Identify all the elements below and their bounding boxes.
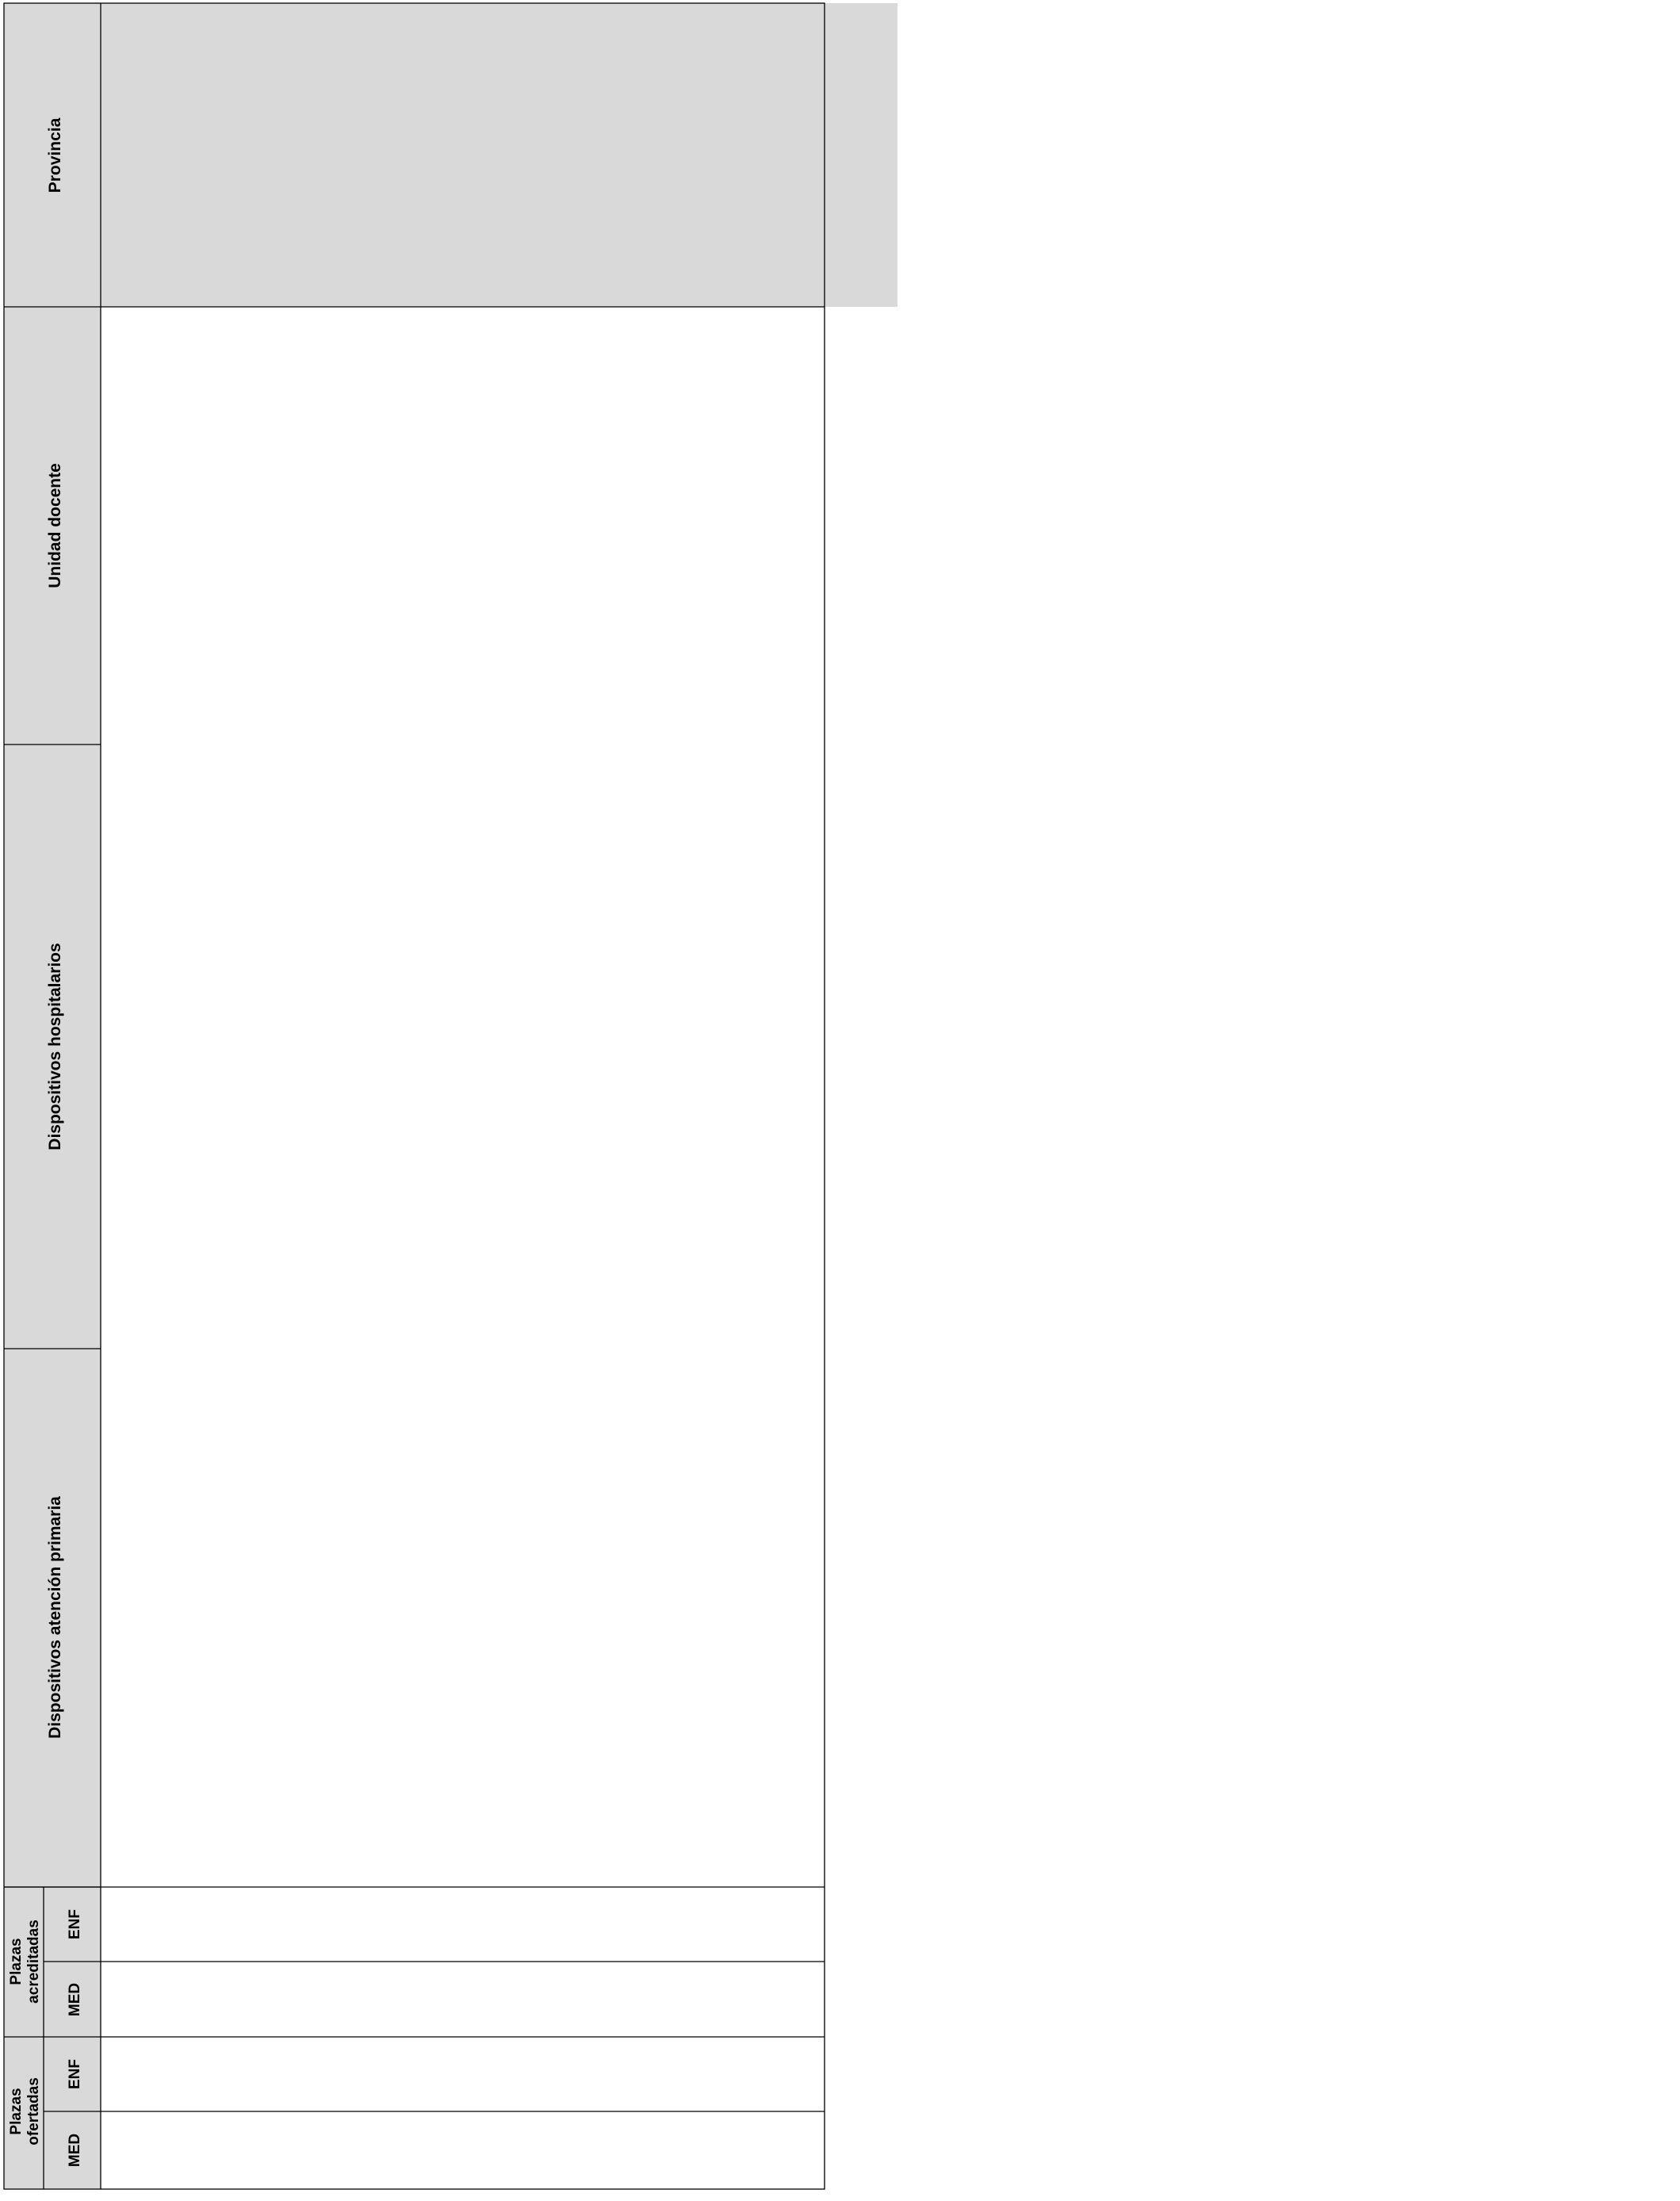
t1-header-enf-acred: ENF [67,1909,83,1939]
t1-header-med-ofert: MED [67,2133,83,2168]
t1-header-unidad: Unidad docente [46,463,64,588]
t1-header-primaria: Dispositivos atención primaria [46,1496,64,1739]
t1-header-ofertadas-2: ofertadas [25,2077,42,2145]
t1-header-med-acred: MED [67,1982,83,2017]
t1-header-provincia: Provincia [46,117,64,193]
t1-header-ofertadas-1: Plazas [8,2088,25,2135]
table1-provincia-bg [101,3,897,307]
t1-header-acreditadas-1: Plazas [8,1938,25,1985]
table-cataluna [4,3,897,2189]
table1-border [4,3,825,2189]
t1-header-enf-ofert: ENF [67,2059,83,2089]
t1-header-hospitalarios: Dispositivos hospitalarios [46,943,64,1150]
t1-header-acreditadas-2: acreditadas [25,1920,42,2004]
